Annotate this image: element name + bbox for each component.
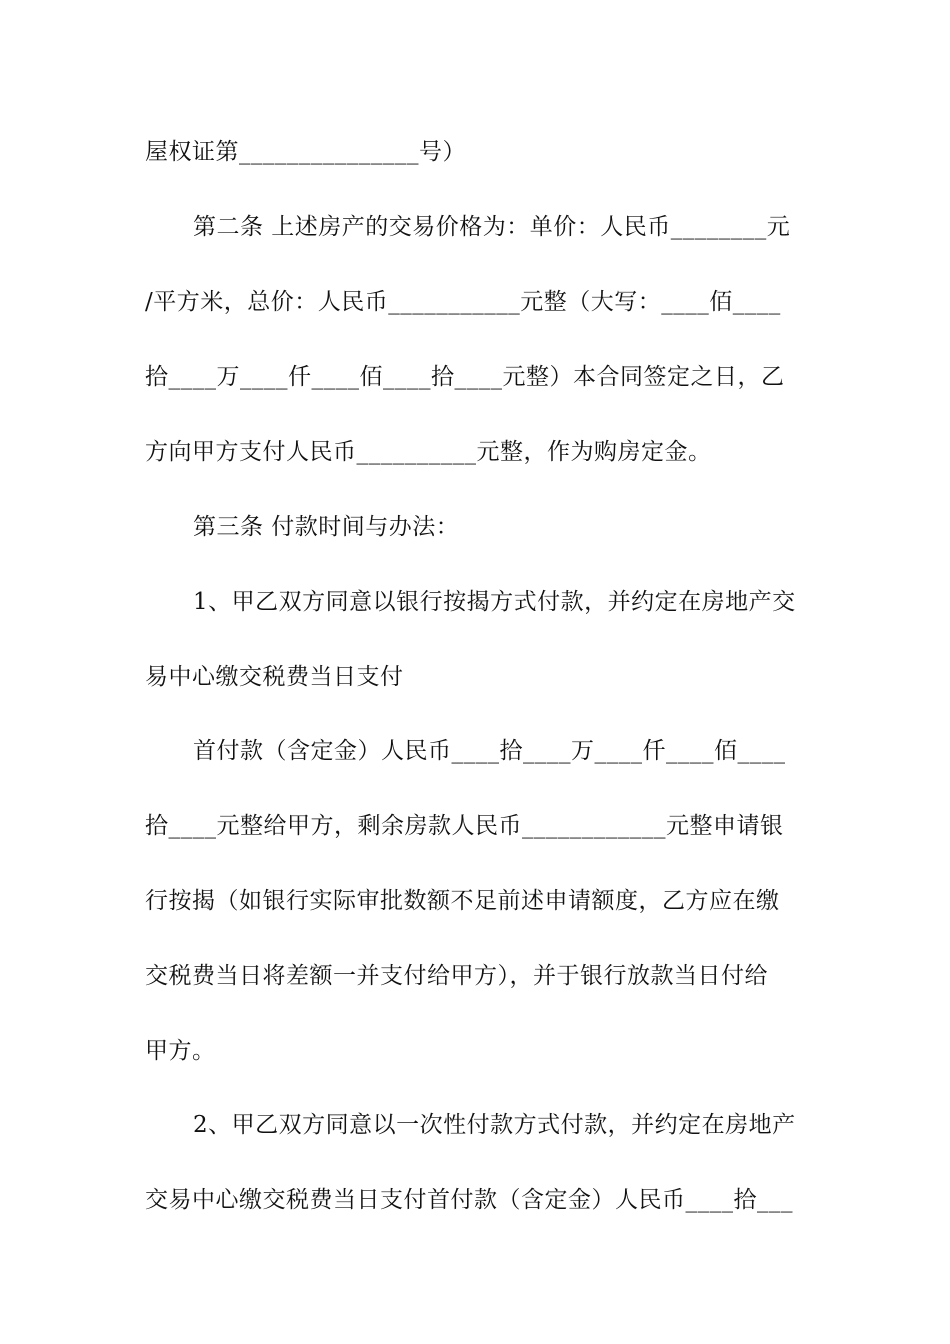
- clause-two-line: 2、甲乙双方同意以一次性付款方式付款，并约定在房地产: [193, 1112, 796, 1138]
- text-line: /平方米，总价：人民币___________元整（大写：____佰____: [145, 289, 781, 315]
- text-line: 首付款（含定金）人民币____拾____万____仟____佰____: [193, 738, 786, 764]
- text-line: 拾____元整给甲方，剩余房款人民币____________元整申请银: [145, 813, 784, 839]
- text-line: 方向甲方支付人民币__________元整，作为购房定金。: [145, 439, 712, 465]
- article-two-heading: 第二条 上述房产的交易价格为：单价：人民币________元: [193, 214, 791, 240]
- text-line: 甲方。: [145, 1038, 216, 1064]
- text-line: 行按揭（如银行实际审批数额不足前述申请额度，乙方应在缴: [145, 888, 780, 914]
- clause-one-line: 1、甲乙双方同意以银行按揭方式付款，并约定在房地产交: [193, 589, 796, 615]
- text-line: 屋权证第_______________号）: [145, 139, 466, 165]
- text-line: 交易中心缴交税费当日支付首付款（含定金）人民币____拾___: [145, 1187, 793, 1213]
- article-three-heading: 第三条 付款时间与办法：: [193, 514, 460, 540]
- text-line: 拾____万____仟____佰____拾____元整）本合同签定之日，乙: [145, 364, 785, 390]
- text-line: 易中心缴交税费当日支付: [145, 664, 404, 690]
- text-line: 交税费当日将差额一并支付给甲方），并于银行放款当日付给: [145, 963, 768, 989]
